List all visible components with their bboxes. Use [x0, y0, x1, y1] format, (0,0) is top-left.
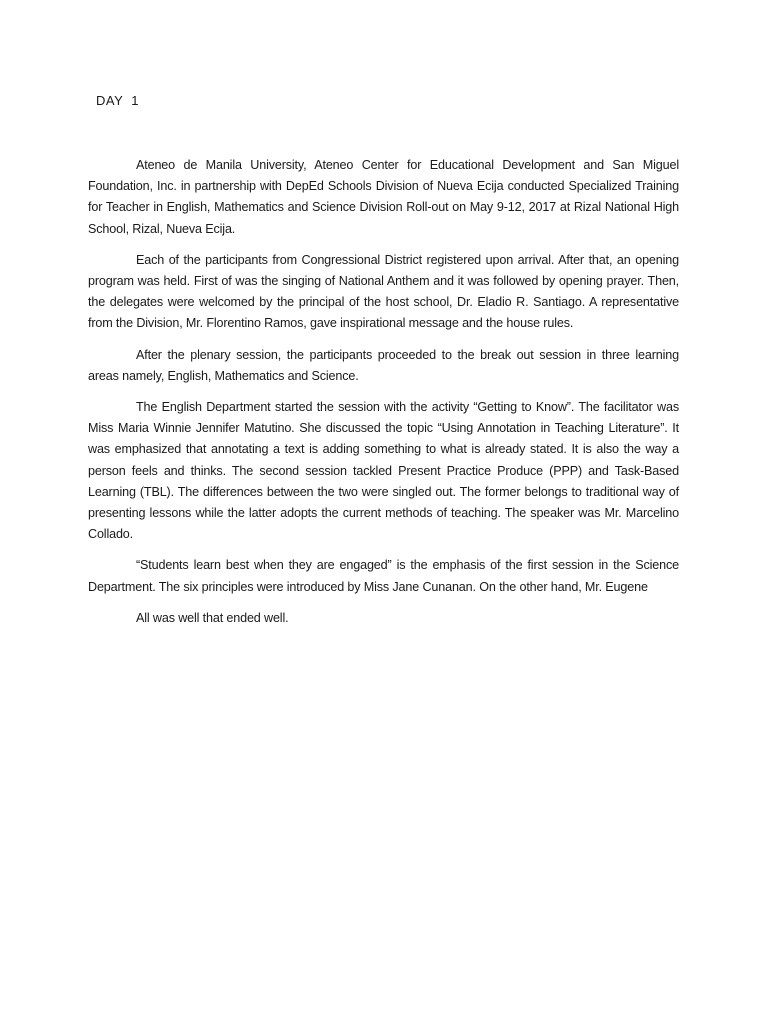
- paragraph-english-department: The English Department started the session with the activity “Getting to Know”. The facilitator was Miss Maria Winnie Jennifer Matutino. She discussed the topic “Using Annotation in Teaching Literature”. It was emphasized that annotating a text is adding something to what is already stated. It is also the way a person feels and thinks. The second session tackled Present Practice Produce (PPP) and Task-Based Learning (TBL). The differences between the two were singled out. The former belongs to traditional way of presenting lessons while the latter adopts the current methods of teaching. The speaker was Mr. Marcelino Collado.: [88, 400, 679, 542]
- day-heading: DAY 1: [96, 93, 139, 108]
- paragraph-closing: All was well that ended well.: [136, 610, 289, 625]
- paragraph-opening-program: Each of the participants from Congressional District registered upon arrival. After that, an opening program was held. First of was the singing of National Anthem and it was followed by opening prayer. Then, the delegates were welcomed by the principal of the host school, Dr. Eladio R. Santiago. A representative from the Division, Mr. Florentino Ramos, gave inspirational message and the house rules.: [88, 252, 679, 331]
- paragraph-science-department: “Students learn best when they are engaged” is the emphasis of the first session in the Science Department. The six principles were introduced by Miss Jane Cunanan. On the other hand, Mr. Eugene: [88, 558, 679, 594]
- paragraph-breakout-session: After the plenary session, the participants proceeded to the break out session in three learning areas namely, English, Mathematics and Science.: [88, 347, 679, 383]
- paragraph-intro: Ateneo de Manila University, Ateneo Center for Educational Development and San Miguel Foundation, Inc. in partnership with DepEd Schools Division of Nueva Ecija conducted Specialized Training for Teacher in English, Mathematics and Science Division Roll-out on May 9-12, 2017 at Rizal National High School, Rizal, Nueva Ecija.: [88, 158, 679, 236]
- document-body: [88, 155, 679, 639]
